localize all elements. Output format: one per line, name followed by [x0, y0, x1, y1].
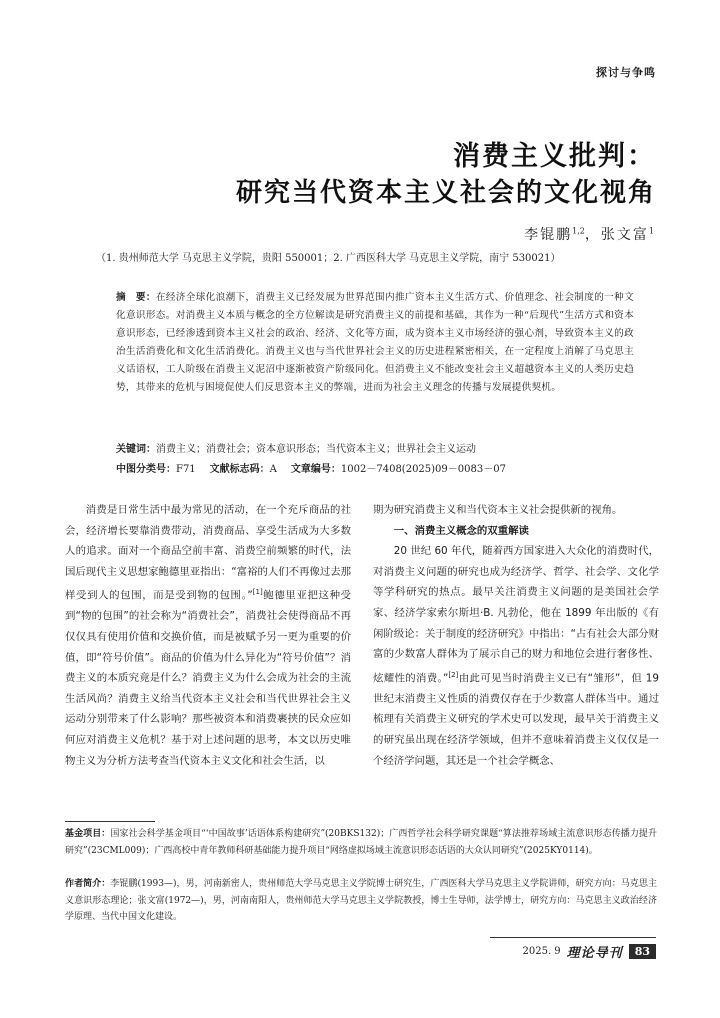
- citation-ref[interactable]: [2]: [448, 670, 459, 679]
- title-line-2: 研究当代资本主义社会的文化视角: [235, 178, 656, 208]
- author-2-affil: 1: [648, 226, 654, 236]
- page-footer: [523, 942, 657, 961]
- body-text: 由此可见当时消费主义已有“雏形”，但 19 世纪末消费主义性质的消费仅存在于少数富人群体当中。通过梳理有关消费主义研究的学术史可以发现，最早关于消费主义的研究虽出现在经济学领域，但并不意味着消费主义仅仅是一个经济学问题，其还是一个社会学概念、: [373, 672, 660, 767]
- article-number-label: 文章编号：: [290, 464, 341, 475]
- funding-text: 国家社会科学基金项目“‘中国故事’话语体系构建研究”(20BKS132)；广西哲学社会科学研究课题“算法推荐场域主流意识形态传播力提升研究”(23CML009)；广西高校中青年教师科研基础能力提升项目“网络虚拟场域主流意识形态话语的大众认同研究”(2025KY0114)。: [65, 829, 657, 856]
- body-column-left: [65, 500, 351, 771]
- keywords-text: 消费主义；消费社会；资本意识形态；当代资本主义；世界社会主义运动: [156, 444, 476, 455]
- doc-code-value: A: [269, 464, 277, 475]
- author-1-affil: 1,2: [572, 226, 585, 236]
- issue-date: 2025. 9: [522, 946, 561, 957]
- title-line-1: 消费主义批判：: [453, 141, 656, 172]
- citation-ref[interactable]: [1]: [252, 588, 263, 597]
- body-paragraph: 期为研究消费主义和当代资本主义社会提供新的视角。: [373, 504, 623, 516]
- section-heading: 一、消费主义概念的双重解读: [393, 524, 529, 537]
- abstract-text: 在经济全球化浪潮下，消费主义已经发展为世界范围内推广资本主义生活方式、价值理念、社会制度的一种文化意识形态。对消费主义本质与概念的全方位解读是研究消费主义的前提和基础，其作为一种“后现代”生活方式和资本意识形态，已经渗透到资本主义社会的政治、经济、文化等方面，成为资本主义市场经济的强心剂，导致资本主义的政治生活消费化和文化生活消费化。消费主义也与当代世界社会主义的历史进程紧密相关，在一定程度上消解了马克思主义话语权，工人阶级在消费主义泥沼中逐渐被资产阶级同化。但消费主义不能改变社会主义超越资本主义的人类历史趋势，其带来的危机与困境促使人们反思资本主义的弊端，进而为社会主义理念的传播与发展提供契机。: [116, 292, 634, 393]
- author-separator: ，: [584, 227, 601, 243]
- funding-label: 基金项目：: [65, 829, 111, 839]
- clc-value: F71: [176, 464, 196, 475]
- section-tag: 探讨与争鸣: [596, 66, 656, 79]
- author-bio-label: 作者简介：: [65, 879, 111, 889]
- page-number: 83: [629, 944, 656, 959]
- body-column-right: [373, 500, 659, 771]
- footnote-author-bio: [65, 876, 657, 926]
- footnote-funding: [65, 826, 657, 859]
- keywords: [116, 440, 476, 455]
- body-paragraph: [373, 541, 659, 771]
- doc-code-label: 文献标志码：: [209, 464, 270, 475]
- classification-line: [116, 460, 506, 475]
- body-text: 20 世纪 60 年代，随着西方国家进入大众化的消费时代，对消费主义问题的研究也成为经济学、哲学、社会学、文化学等学科研究的热点。最早关注消费主义问题的是美国社会学家、经济学家索尔斯坦·B. 凡勃伦，他在 1899 年出版的《有闲阶级论：关于制度的经济研究》中指出：“占有社会大部分财富的少数富人群体为了展示自己的财力和地位会进行奢侈性、炫耀性的消费。”: [373, 545, 659, 685]
- authors: [524, 224, 654, 244]
- journal-name: 理论导刊: [566, 946, 623, 961]
- body-text: 消费是日常生活中最为常见的活动，在一个充斥商品的社会，经济增长要靠消费带动，消费商品、享受生活成为大多数人的追求。面对一个商品空前丰富、消费空前频繁的时代，法国后现代主义思想家鲍德里亚指出：“富裕的人们不再像过去那样受到人的包围，而是受到物的包围。”: [65, 504, 351, 602]
- clc-label: 中图分类号：: [116, 464, 176, 475]
- body-text: 鲍德里亚把这种受到“物的包围”的社会称为“消费社会”，消费社会使得商品不再仅仅具有使用价值和交换价值，而是被赋予另一更为重要的价值，即“符号价值”。商品的价值为什么异化为“符号价值”？消费主义的本质究竟是什么？消费主义为什么会成为社会的主流生活风尚？消费主义给当代资本主义社会和当代世界社会主义运动分别带来了什么影响？那些被资本和消费裹挟的民众应如何应对消费主义危机？基于对上述问题的思考，本文以历史唯物主义为分析方法考查当代资本主义文化和社会生活，以: [65, 589, 352, 767]
- body-paragraph: [65, 500, 351, 771]
- author-bio-text: 李锟鹏(1993—)，男，河南新密人，贵州师范大学马克思主义学院博士研究生，广西医科大学马克思主义学院讲师，研究方向：马克思主义意识形态理论；张文富(1972—)，男，河南南阳人，贵州师范大学马克思主义学院教授，博士生导师，法学博士，研究方向：马克思主义政治经济学原理、当代中国文化建设。: [65, 879, 657, 922]
- abstract-label: 摘 要：: [116, 292, 156, 303]
- footer-divider: [490, 937, 656, 938]
- abstract: [116, 289, 634, 397]
- keywords-label: 关键词：: [116, 444, 156, 455]
- affiliation: （1. 贵州师范大学 马克思主义学院，贵阳 550001；2. 广西医科大学 马克思主义学院，南宁 530021）: [96, 253, 561, 264]
- footnote-divider: [65, 821, 155, 822]
- author-1: 李锟鹏: [524, 227, 573, 243]
- article-number-value: 1002－7408(2025)09－0083－07: [340, 464, 506, 475]
- author-2: 张文富: [600, 227, 649, 243]
